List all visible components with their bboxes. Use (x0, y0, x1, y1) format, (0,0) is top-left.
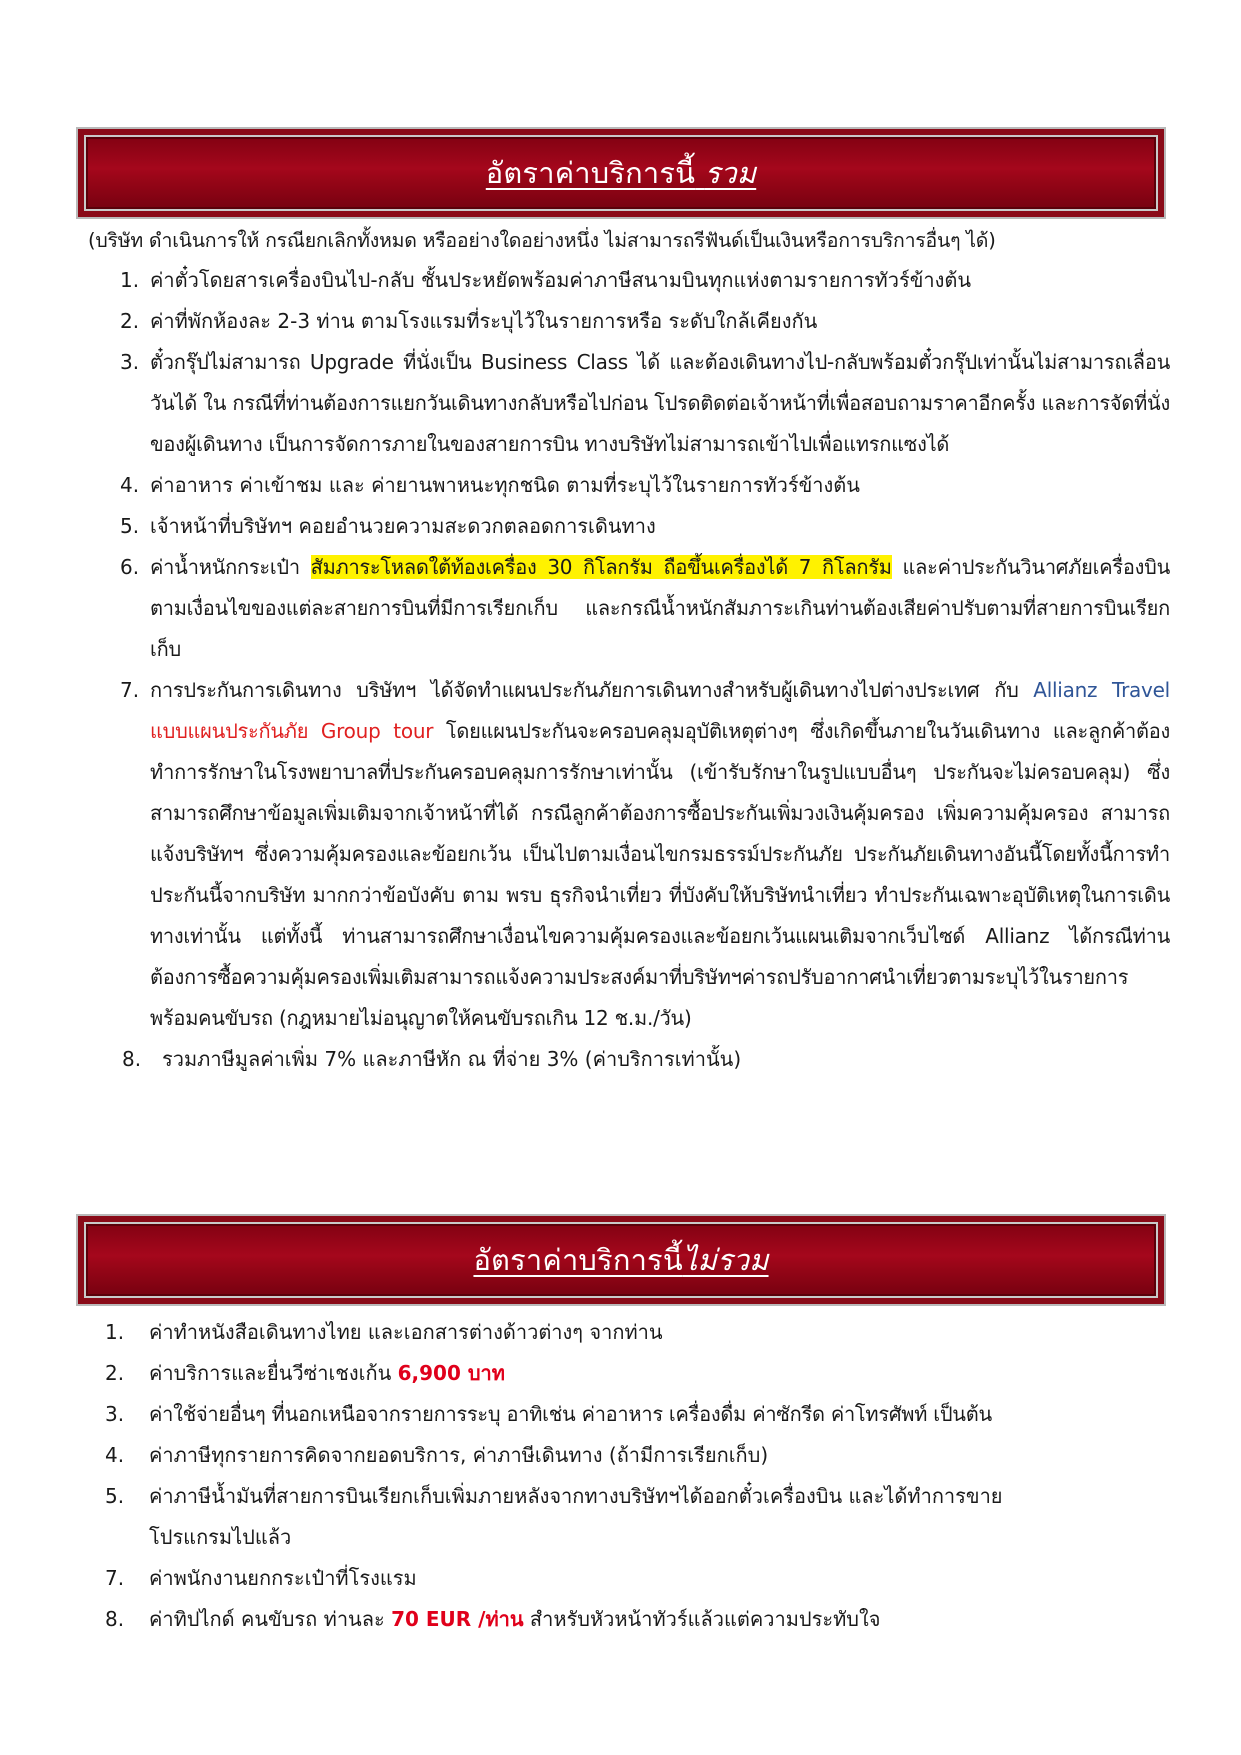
list-item (105, 1312, 1165, 1353)
excluded-title-emphasis: ไม่รวม (682, 1243, 769, 1277)
item-number: 3. (120, 350, 140, 374)
item-number: 2. (105, 1361, 125, 1385)
included-note: (บริษัท ดำเนินการให้ กรณียกเลิกทั้งหมด หรืออย่างใดอย่างหนึ่ง ไม่สามารถรีฟันด์เป็นเงินหรือการบริการอื่นๆ ได้) (88, 229, 996, 252)
list-item (105, 1599, 1165, 1640)
list-item (120, 260, 1170, 301)
item-number: 1. (120, 268, 140, 292)
item-text: รวมภาษีมูลค่าเพิ่ม 7% และภาษีหัก ณ ที่จ่าย 3% (ค่าบริการเท่านั้น) (162, 1047, 742, 1071)
visa-fee-amount: 6,900 บาท (397, 1361, 505, 1385)
included-list (120, 260, 1170, 1080)
included-title-emphasis: รวม (704, 156, 757, 190)
item-text (105, 1353, 1165, 1394)
excluded-banner (76, 1214, 1166, 1306)
item-text: ค่าพนักงานยกกระเป๋าที่โรงแรม (149, 1566, 417, 1590)
item-text (120, 670, 1170, 1039)
item-text-lead: ค่าน้ำหนักกระเป๋า (150, 555, 311, 579)
item-text-lead: ค่าทิปไกด์ คนขับรถ ท่านละ (149, 1607, 392, 1631)
item-text-lead: ค่าบริการและยื่นวีซ่าเชงเก้น (149, 1361, 398, 1385)
item-text-lead: การประกันการเดินทาง บริษัทฯ ได้จัดทำแผนประกันภัยการเดินทางสำหรับผู้เดินทางไปต่างประเทศ กับ (150, 678, 1034, 702)
tip-amount: 70 EUR /ท่าน (391, 1607, 524, 1631)
item-text-rest: และค่าประกันวินาศภัยเครื่องบินตามเงื่อนไขของแต่ละสายการบินที่มีการเรียกเก็บ และกรณีน้ำหนักสัมภาระเกินท่านต้องเสียค่าปรับตามที่สายการบินเรียกเก็บ (150, 555, 1170, 661)
list-item (120, 547, 1170, 670)
list-item (105, 1558, 1165, 1599)
list-item (120, 465, 1170, 506)
list-item (120, 670, 1170, 1039)
item-number: 4. (120, 473, 140, 497)
list-item (120, 342, 1170, 465)
included-title (486, 150, 756, 196)
item-text: ค่าใช้จ่ายอื่นๆ ที่นอกเหนือจากรายการระบุ อาทิเช่น ค่าอาหาร เครื่องดื่ม ค่าซักรีด ค่าโทรศัพท์ เป็นต้น (149, 1402, 992, 1426)
list-item (105, 1394, 1165, 1435)
item-text: ค่าอาหาร ค่าเข้าชม และ ค่ายานพาหนะทุกชนิด ตามที่ระบุไว้ในรายการทัวร์ข้างต้น (150, 473, 860, 497)
item-text: ค่าที่พักห้องละ 2-3 ท่าน ตามโรงแรมที่ระบุไว้ในรายการหรือ ระดับใกล้เคียงกัน (150, 309, 818, 333)
insurance-plan-name: แบบแผนประกันภัย Group tour (150, 719, 434, 743)
excluded-title (473, 1237, 768, 1283)
item-text: ค่าภาษีน้ำมันที่สายการบินเรียกเก็บเพิ่มภายหลังจากทางบริษัทฯได้ออกตั๋วเครื่องบิน และได้ทำการขายโปรแกรมไปแล้ว (149, 1484, 1003, 1549)
item-text-rest: โดยแผนประกันจะครอบคลุมอุบัติเหตุต่างๆ ซึ่งเกิดขึ้นภายในวันเดินทาง และลูกค้าต้องทำการรักษาในโรงพยาบาลที่ประกันครอบคลุมการรักษาเท่านั้น (เข้ารับรักษาในรูปแบบอื่นๆ ประกันจะไม่ครอบคลุม) ซึ่งสามารถศึกษาข้อมูลเพิ่มเติมจากเจ้าหน้าที่ได้ กรณีลูกค้าต้องการซื้อประกันเพิ่มวงเงินคุ้มครอง เพิ่มความคุ้มครอง สามารถแจ้งบริษัทฯ ซึ่งความคุ้มครองและข้อยกเว้น เป็นไปตามเงื่อนไขกรมธรรม์ประกันภัย ประกันภัยเดินทางอันนี้โดยทั้งนี้การทำประกันนี้จากบริษัท มากกว่าข้อบังคับ ตาม พรบ ธุรกิจนำเที่ยว ที่บังคับให้บริษัทนำเที่ยว ทำประกันเฉพาะอุบัติเหตุในการเดินทางเท่านั้น แต่ทั้งนี้ ท่านสามารถศึกษาเงื่อนไขความคุ้มครองและข้อยกเว้นแผนเติมจากเว็บไซด์ Allianz ได้กรณีท่านต้องการซื้อความคุ้มครองเพิ่มเติมสามารถแจ้งความประสงค์มาที่บริษัทฯค่ารถปรับอากาศนำเที่ยวตามระบุไว้ในรายการ พร้อมคนขับรถ (กฎหมายไม่อนุญาตให้คนขับรถเกิน 12 ช.ม./วัน) (150, 719, 1170, 1030)
item-text: เจ้าหน้าที่บริษัทฯ คอยอำนวยความสะดวกตลอดการเดินทาง (150, 514, 656, 538)
item-number: 1. (105, 1320, 125, 1344)
item-text: ค่าทำหนังสือเดินทางไทย และเอกสารต่างด้าวต่างๆ จากท่าน (149, 1320, 663, 1344)
item-number: 7. (120, 678, 140, 702)
excluded-title-text: อัตราค่าบริการนี้ (473, 1243, 683, 1277)
baggage-allowance-highlight: สัมภาระโหลดใต้ท้องเครื่อง 30 กิโลกรัม ถือขึ้นเครื่องได้ 7 กิโลกรัม (310, 555, 892, 579)
list-item (105, 1435, 1165, 1476)
list-item (120, 301, 1170, 342)
list-item (105, 1476, 1165, 1558)
item-text (105, 1599, 1165, 1640)
item-number: 6. (120, 555, 140, 579)
excluded-list (105, 1312, 1165, 1640)
item-number: 8. (122, 1047, 142, 1071)
item-number: 2. (120, 309, 140, 333)
item-number: 4. (105, 1443, 125, 1467)
item-number: 7. (105, 1566, 125, 1590)
item-number: 3. (105, 1402, 125, 1426)
list-item (105, 1353, 1165, 1394)
item-text: ค่าภาษีทุกรายการคิดจากยอดบริการ, ค่าภาษีเดินทาง (ถ้ามีการเรียกเก็บ) (149, 1443, 769, 1467)
included-banner (76, 127, 1166, 219)
item-text: ค่าตั๋วโดยสารเครื่องบินไป-กลับ ชั้นประหยัดพร้อมค่าภาษีสนามบินทุกแห่งตามรายการทัวร์ข้างต้น (150, 268, 972, 292)
insurer-name: Allianz Travel (1033, 678, 1170, 702)
list-item (122, 1039, 1170, 1080)
item-number: 5. (105, 1484, 125, 1508)
item-text: ตั๋วกรุ๊ปไม่สามารถ Upgrade ที่นั่งเป็น Business Class ได้ และต้องเดินทางไป-กลับพร้อมตั๋วกรุ๊ปเท่านั้นไม่สามารถเลื่อนวันได้ ใน กรณีที่ท่านต้องการแยกวันเดินทางกลับหรือไปก่อน โปรดติดต่อเจ้าหน้าที่เพื่อสอบถามราคาอีกครั้ง และการจัดที่นั่งของผู้เดินทาง เป็นการจัดการภายในของสายการบิน ทางบริษัทไม่สามารถเข้าไปเพื่อแทรกแซงได้ (150, 350, 1170, 456)
list-item (120, 506, 1170, 547)
included-title-text: อัตราค่าบริการนี้ (485, 156, 696, 190)
item-text (120, 547, 1170, 670)
item-text-rest: สำหรับหัวหน้าทัวร์แล้วแต่ความประทับใจ (523, 1607, 881, 1631)
item-number: 8. (105, 1607, 125, 1631)
item-number: 5. (120, 514, 140, 538)
